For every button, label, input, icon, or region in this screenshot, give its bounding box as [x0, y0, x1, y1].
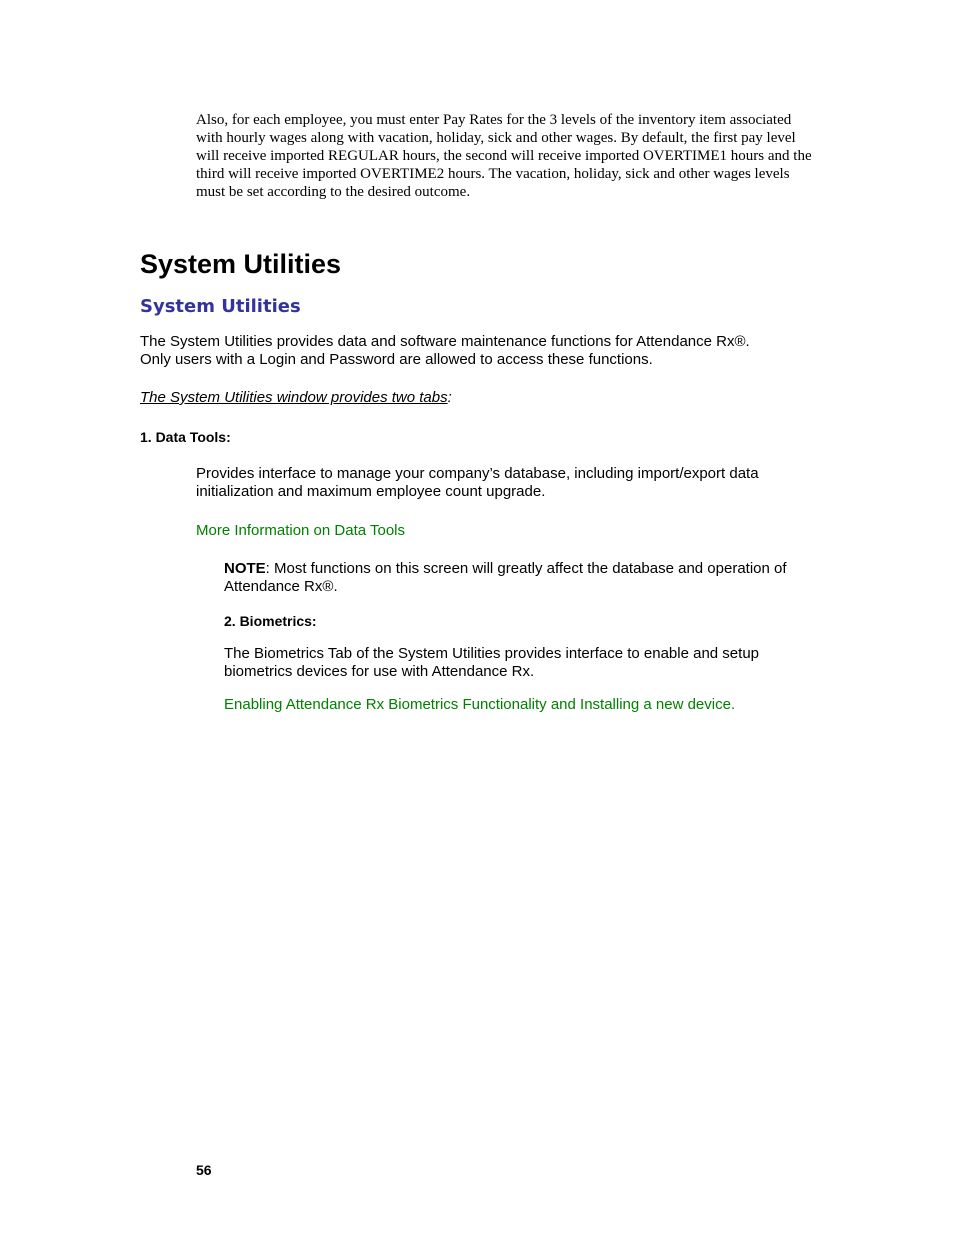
- biometrics-setup-link[interactable]: Enabling Attendance Rx Biometrics Functionality and Installing a new device.: [224, 696, 736, 713]
- page-number: 56: [196, 1162, 212, 1178]
- section-heading: System Utilities: [140, 296, 301, 317]
- note-text: : Most functions on this screen will greatly affect the database and operation of Attendance Rx®.: [224, 560, 787, 595]
- note-paragraph: [224, 560, 824, 596]
- data-tools-heading: 1. Data Tools:: [140, 429, 231, 445]
- description-line-1: The System Utilities provides data and software maintenance functions for Attendance Rx®.: [140, 333, 750, 350]
- description-line-2: Only users with a Login and Password are allowed to access these functions.: [140, 351, 653, 368]
- pay-rates-paragraph: Also, for each employee, you must enter Pay Rates for the 3 levels of the inventory item associated with hourly wages along with vacation, holiday, sick and other wages. By default, the first pay level will receive imported REGULAR hours, the second will receive imported OVERTIME1 hours and the third will receive imported OVERTIME2 hours. The vacation, holiday, sick and other wages levels must be set according to the desired outcome.: [196, 112, 812, 200]
- system-utilities-description: [140, 333, 840, 369]
- tabs-intro-colon: :: [447, 389, 452, 406]
- data-tools-more-info-link[interactable]: More Information on Data Tools: [196, 522, 405, 539]
- biometrics-heading: 2. Biometrics:: [224, 613, 317, 629]
- note-label: NOTE: [224, 560, 266, 577]
- tabs-intro: [140, 389, 452, 407]
- page-title: System Utilities: [140, 249, 342, 279]
- data-tools-description: Provides interface to manage your company’s database, including import/export data initialization and maximum employee count upgrade.: [196, 465, 759, 500]
- biometrics-description: The Biometrics Tab of the System Utilities provides interface to enable and setup biometrics devices for use with Attendance Rx.: [224, 645, 759, 680]
- tabs-intro-text: The System Utilities window provides two tabs: [140, 389, 448, 406]
